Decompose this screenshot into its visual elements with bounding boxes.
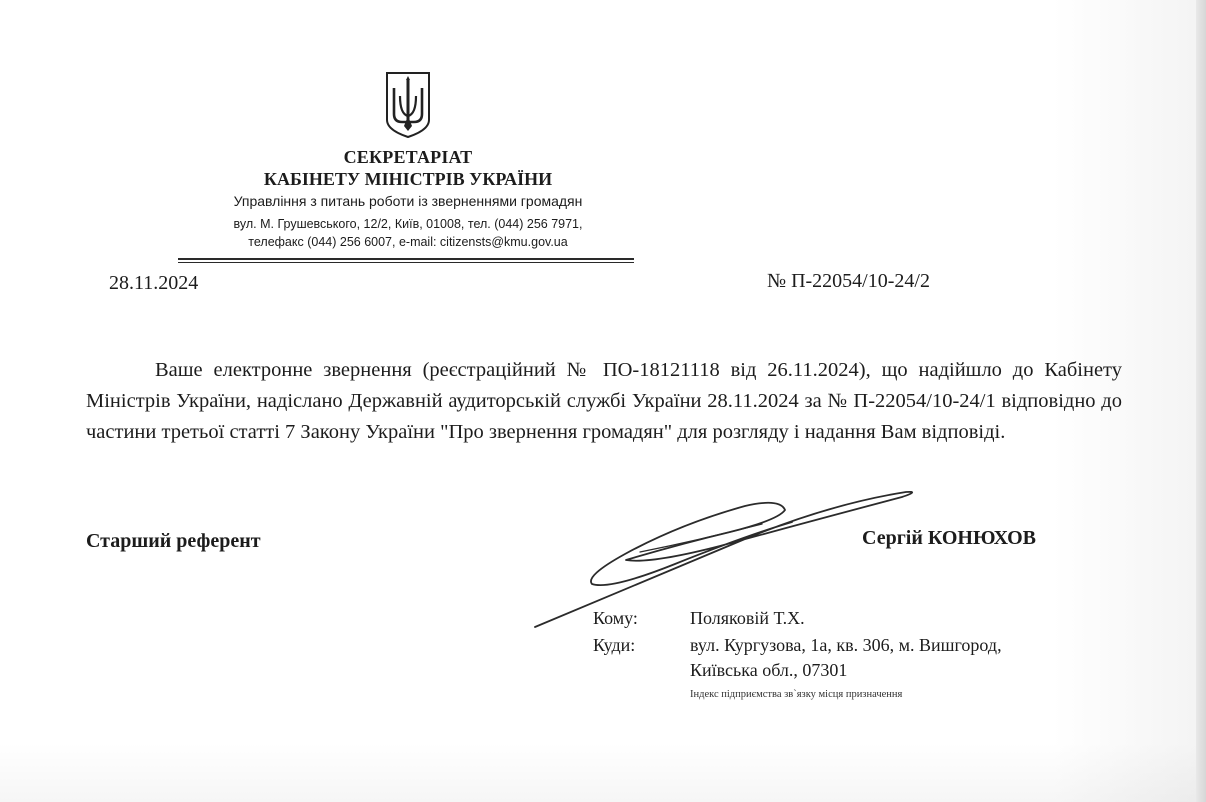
outgoing-number: № П-22054/10-24/2	[767, 270, 930, 292]
org-name-line1: СЕКРЕТАРІАТ	[343, 147, 473, 167]
recipient-address-label: Куди:	[593, 635, 636, 655]
recipient-address-line1: вул. Кургузова, 1а, кв. 306, м. Вишгород,	[690, 635, 1002, 655]
signer-position: Старший референт	[86, 530, 261, 552]
letter-date: 28.11.2024	[109, 272, 199, 294]
letter-body-paragraph: Ваше електронне звернення (реєстраційний № ПО-18121118 від 26.11.2024), що надійшло до Кабінету Міністрів України, надіслано Державній аудиторській службі України 28.11.2024 за № П-22054/10-24/1 відповідно до частини третьої статті 7 Закону України "Про звернення громадян" для розгляду і надання Вам відповіді.	[86, 359, 1122, 443]
org-address-line2: телефакс (044) 256 6007, e-mail: citizensts@kmu.gov.ua	[248, 235, 568, 249]
org-name-line2: КАБІНЕТУ МІНІСТРІВ УКРАЇНИ	[263, 169, 553, 189]
header-divider-thin	[178, 262, 634, 263]
header-divider-thick	[178, 258, 634, 260]
recipient-address-line2: Київська обл., 07301	[690, 660, 848, 680]
page-bottom-shade	[0, 742, 1196, 802]
postal-index-note: Індекс підприємства зв`язку місця призначення	[690, 689, 903, 700]
signer-name: Сергій КОНЮХОВ	[862, 527, 1036, 549]
recipient-to-label: Кому:	[593, 608, 638, 628]
page-edge-shadow	[1196, 0, 1206, 802]
department-name: Управління з питань роботи із зверненнями громадян	[233, 193, 583, 209]
trident-emblem-icon	[384, 70, 432, 140]
org-address-line1: вул. М. Грушевського, 12/2, Київ, 01008, тел. (044) 256 7971,	[233, 217, 583, 231]
recipient-name: Поляковій Т.Х.	[690, 608, 805, 628]
